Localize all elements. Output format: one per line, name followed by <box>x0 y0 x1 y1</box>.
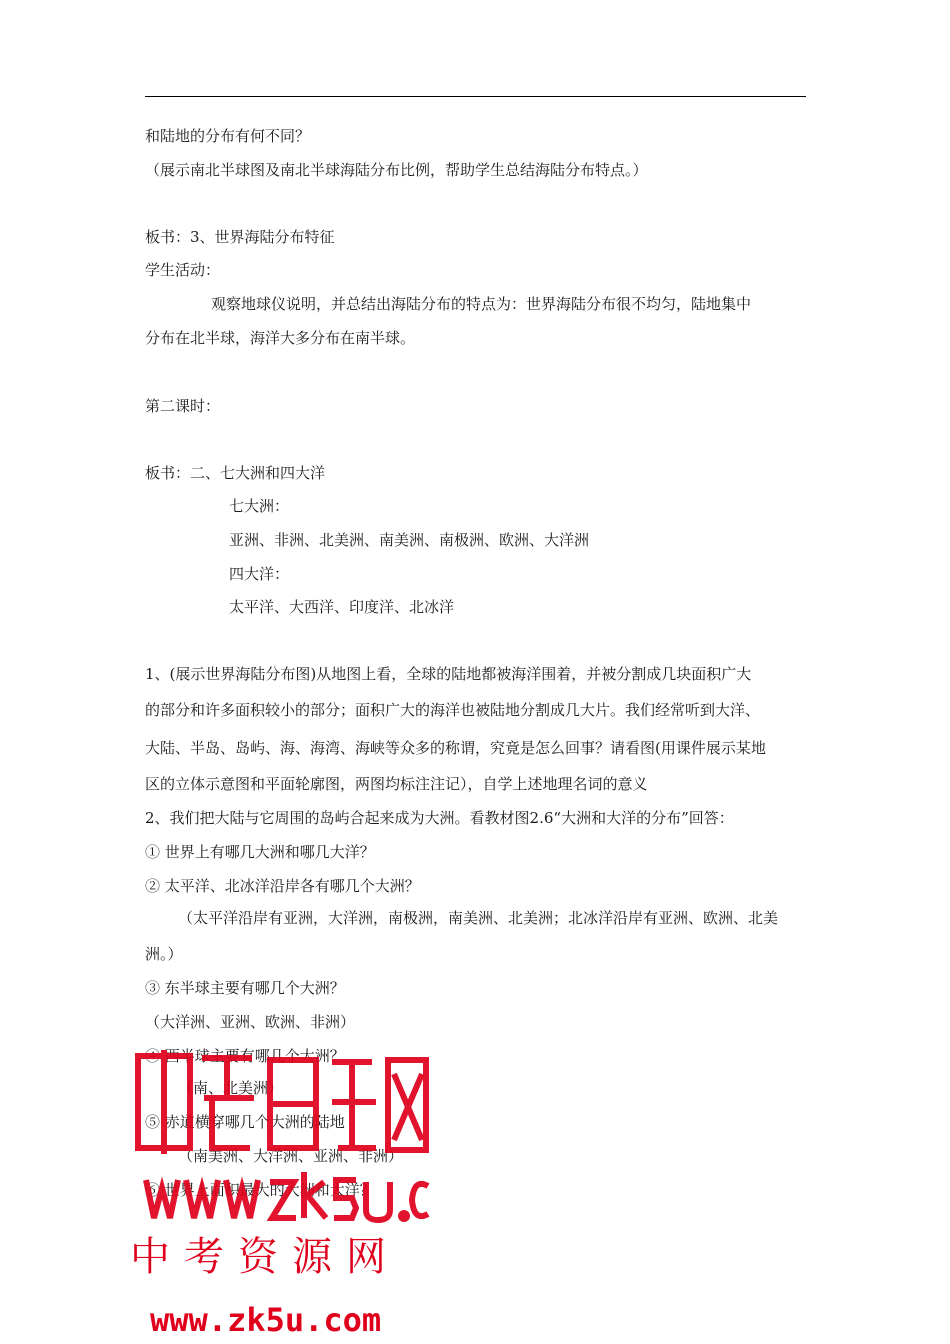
text-line: 的部分和许多面积较小的部分；面积广大的海洋也被陆地分割成几大片。我们经常听到大洋、 <box>145 701 761 719</box>
text-line: 洲。） <box>145 945 183 963</box>
text-line: 七大洲： <box>229 497 290 515</box>
text-line: ② 太平洋、北冰洋沿岸各有哪几个大洲？ <box>145 877 420 895</box>
text-line: 观察地球仪说明，并总结出海陆分布的特点为：世界海陆分布很不均匀，陆地集中 <box>211 295 752 313</box>
text-line: （南、北美洲） <box>178 1079 284 1097</box>
text-line: 第二课时： <box>145 397 221 415</box>
text-line: ④ 西半球主要有哪几个大洲？ <box>145 1047 345 1065</box>
text-line: 区的立体示意图和平面轮廓图，两图均标注注记），自学上述地理名词的意义 <box>145 775 648 793</box>
text-line: （太平洋沿岸有亚洲，大洋洲，南极洲，南美洲、北美洲；北冰洋沿岸有亚洲、欧洲、北美 <box>178 909 779 927</box>
watermark-url: www.zk5u.com <box>150 1301 382 1339</box>
text-line: 大陆、半岛、岛屿、海、海湾、海峡等众多的称谓，究竟是怎么回事？请看图(用课件展示某地 <box>145 739 766 757</box>
text-line: 学生活动： <box>145 261 221 279</box>
text-line: 1、(展示世界海陆分布图)从地图上看，全球的陆地都被海洋围着，并被分割成几块面积广大 <box>145 665 752 683</box>
text-line: （南美洲、大洋洲、亚洲、非洲） <box>178 1147 404 1165</box>
text-line: ① 世界上有哪几大洲和哪几大洋？ <box>145 843 375 861</box>
text-line: 分布在北半球，海洋大多分布在南半球。 <box>145 329 416 347</box>
watermark-chinese: 中考资源网 <box>130 1234 400 1280</box>
text-line: ⑥ 世界上面积最大的大洲和大洋？ <box>145 1181 375 1199</box>
text-line: ⑤ 赤道横穿哪几个大洲的陆地 <box>145 1113 345 1131</box>
watermark-logo <box>132 1048 432 1238</box>
text-line: 板书：3、世界海陆分布特征 <box>145 228 335 246</box>
text-line: （大洋洲、亚洲、欧洲、非洲） <box>145 1013 356 1031</box>
text-line: 2、我们把大陆与它周围的岛屿合起来成为大洲。看教材图2.6“大洲和大洋的分布”回答： <box>145 809 734 827</box>
header-rule <box>145 96 806 97</box>
text-line: 和陆地的分布有何不同？ <box>145 127 311 145</box>
text-line: ③ 东半球主要有哪几个大洲？ <box>145 979 345 997</box>
text-line: 亚洲、非洲、北美洲、南美洲、南极洲、欧洲、大洋洲 <box>229 531 590 549</box>
text-line: （展示南北半球图及南北半球海陆分布比例，帮助学生总结海陆分布特点。） <box>145 161 648 179</box>
text-line: 太平洋、大西洋、印度洋、北冰洋 <box>229 598 455 616</box>
text-line: 板书：二、七大洲和四大洋 <box>145 464 326 482</box>
text-line: 四大洋： <box>229 565 290 583</box>
